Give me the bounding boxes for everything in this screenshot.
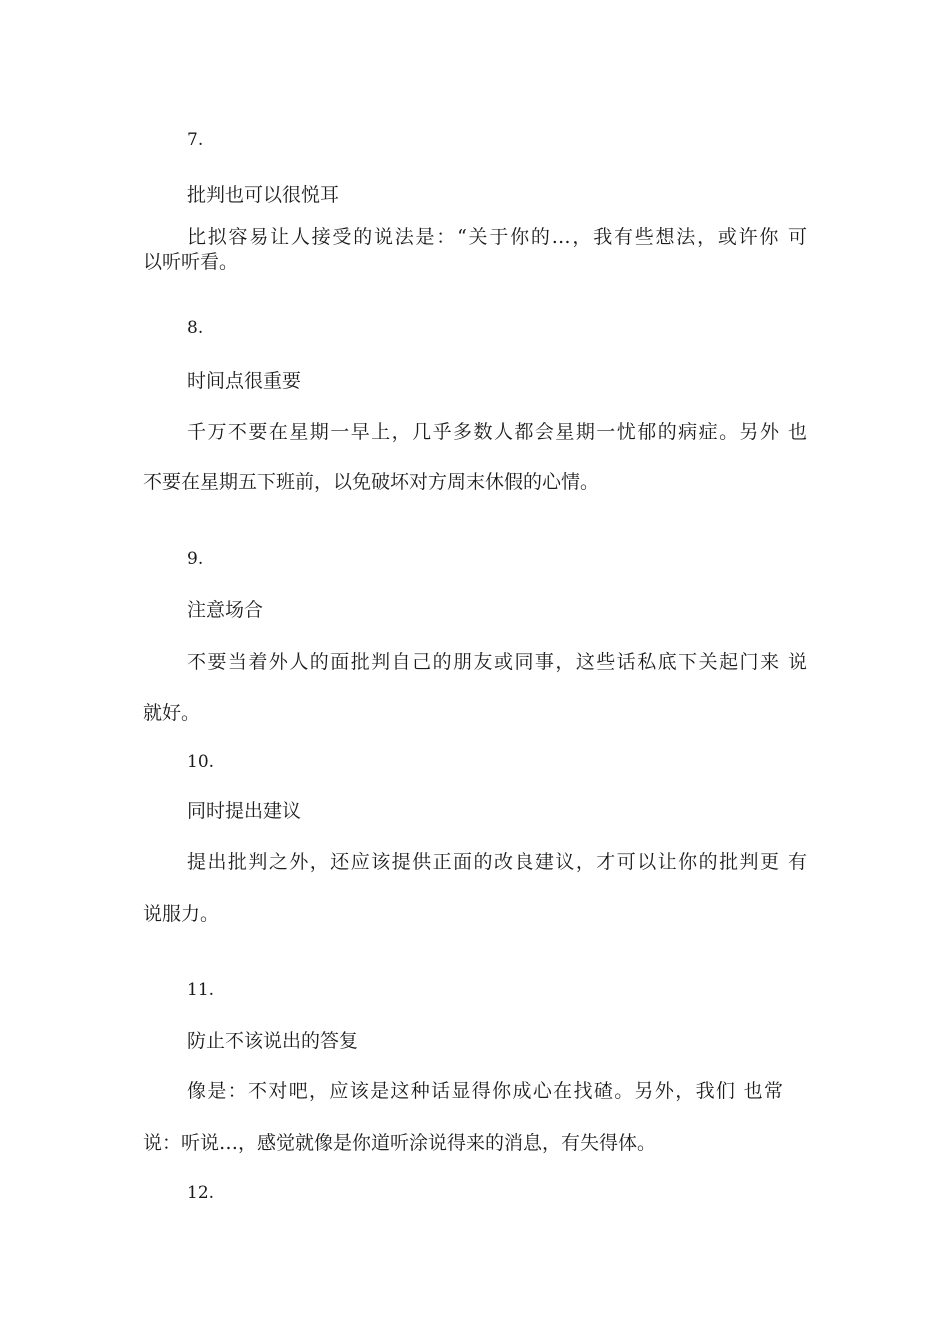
section-body-9-line-1: 不要当着外人的面批判自己的朋友或同事，这些话私底下关起门来 说: [187, 651, 807, 673]
section-number-7: 7.: [187, 130, 204, 150]
section-heading-11: 防止不该说出的答复: [187, 1030, 359, 1052]
section-body-7-line-2: 以听听看。: [143, 251, 239, 273]
section-body-11-line-2: 说：听说…，感觉就像是你道听涂说得来的消息，有失得体。: [143, 1132, 657, 1154]
section-body-11-line-1: 像是：不对吧，应该是这种话显得你成心在找碴。另外，我们 也常: [187, 1080, 783, 1102]
section-heading-8: 时间点很重要: [187, 370, 302, 392]
section-body-10-line-2: 说服力。: [143, 903, 220, 925]
section-number-8: 8.: [187, 318, 204, 338]
section-body-7-line-1: 比拟容易让人接受的说法是：“关于你的…，我有些想法，或许你 可: [187, 226, 807, 248]
section-body-10-line-1: 提出批判之外，还应该提供正面的改良建议，才可以让你的批判更 有: [187, 851, 807, 873]
section-heading-10: 同时提出建议: [187, 800, 302, 822]
section-heading-7: 批判也可以很悦耳: [187, 184, 340, 206]
section-heading-9: 注意场合: [187, 599, 264, 621]
section-body-8-line-2: 不要在星期五下班前，以免破坏对方周末休假的心情。: [143, 471, 600, 493]
section-body-8-line-1: 千万不要在星期一早上，几乎多数人都会星期一忧郁的病症。另外 也: [187, 421, 807, 443]
section-body-9-line-2: 就好。: [143, 702, 201, 724]
section-number-9: 9.: [187, 549, 204, 569]
section-number-12: 12.: [187, 1183, 215, 1203]
section-number-10: 10.: [187, 752, 215, 772]
section-number-11: 11.: [187, 980, 215, 1000]
